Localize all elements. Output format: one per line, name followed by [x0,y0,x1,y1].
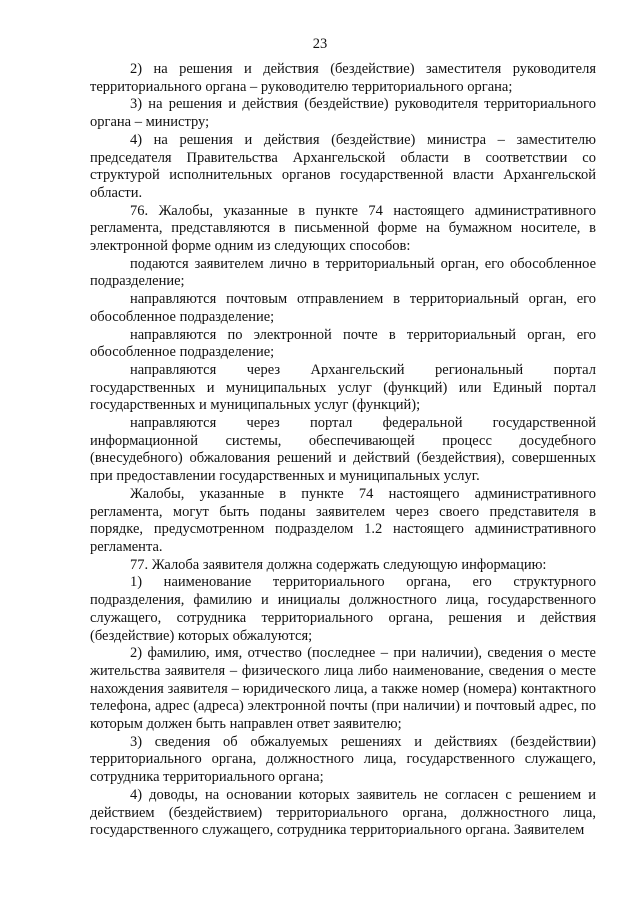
paragraph-sent-by-email: направляются по электронной почте в территориальный орган, его обособленное подразделение; [90,326,596,361]
paragraph-submitted-in-person: подаются заявителем лично в территориальный орган, его обособленное подразделение; [90,255,596,290]
paragraph-sent-via-federal-system: направляются через портал федеральной государственной информационной системы, обеспечивающей процесс досудебного (внесудебного) обжалования решений и действий (бездействия), совершенных при предоставлении государственных и муниципальных услуг. [90,415,596,485]
paragraph-item-1-authority: 1) наименование территориального органа, его структурного подразделения, фамилию и инициалы должностного лица, государственного служащего, сотрудника территориального органа, решения и действия (бездействие) которых обжалуются; [90,574,596,644]
paragraph-77-complaint-contents: 77. Жалоба заявителя должна содержать следующую информацию: [130,556,547,573]
page-number: 23 [312,36,328,52]
paragraph-appeal-head: 3) на решения и действия (бездействие) руководителя территориального органа – министру; [90,96,596,131]
paragraph-item-2-applicant-details: 2) фамилию, имя, отчество (последнее – при наличии), сведения о месте жительства заявителя – физического лица либо наименование, сведения о месте нахождения заявителя – юридического лица, а также номер (номера) контактного телефона, адрес (адреса) электронной почты (при наличии) и почтовый адрес, по которым должен быть направлен ответ заявителю; [90,645,596,733]
paragraph-appeal-deputy-head: 2) на решения и действия (бездействие) заместителя руководителя территориального органа – руководителю территориального органа; [90,61,596,95]
paragraph-appeal-minister: 4) на решения и действия (бездействие) министра – заместителю председателя Правительства Архангельской области в соответствии со структурой исполнительных органов государственной власти Архангельской области. [90,131,596,201]
paragraph-item-4-arguments: 4) доводы, на основании которых заявитель не согласен с решением и действием (бездействием) территориального органа, должностного лица, государственного служащего, сотрудника территориального органа. Заявителем [90,786,596,839]
paragraph-item-3-decisions: 3) сведения об обжалуемых решениях и действиях (бездействии) территориального органа, должностного лица, государственного служащего, сотрудника территориального органа; [90,733,596,786]
paragraph-sent-via-portals: направляются через Архангельский региональный портал государственных и муниципальных услуг (функций) или Единый портал государственных и муниципальных услуг (функций); [90,361,596,414]
paragraph-sent-by-post: направляются почтовым отправлением в территориальный орган, его обособленное подразделение; [90,291,596,325]
body-text [90,61,596,840]
paragraph-representative: Жалобы, указанные в пункте 74 настоящего административного регламента, могут быть поданы заявителем через своего представителя в порядке, предусмотренном подразделом 1.2 настоящего административного регламента. [90,485,596,555]
paragraph-76-submission-forms: 76. Жалобы, указанные в пункте 74 настоящего административного регламента, представляются в письменной форме на бумажном носителе, в электронной форме одним из следующих способов: [90,202,596,255]
